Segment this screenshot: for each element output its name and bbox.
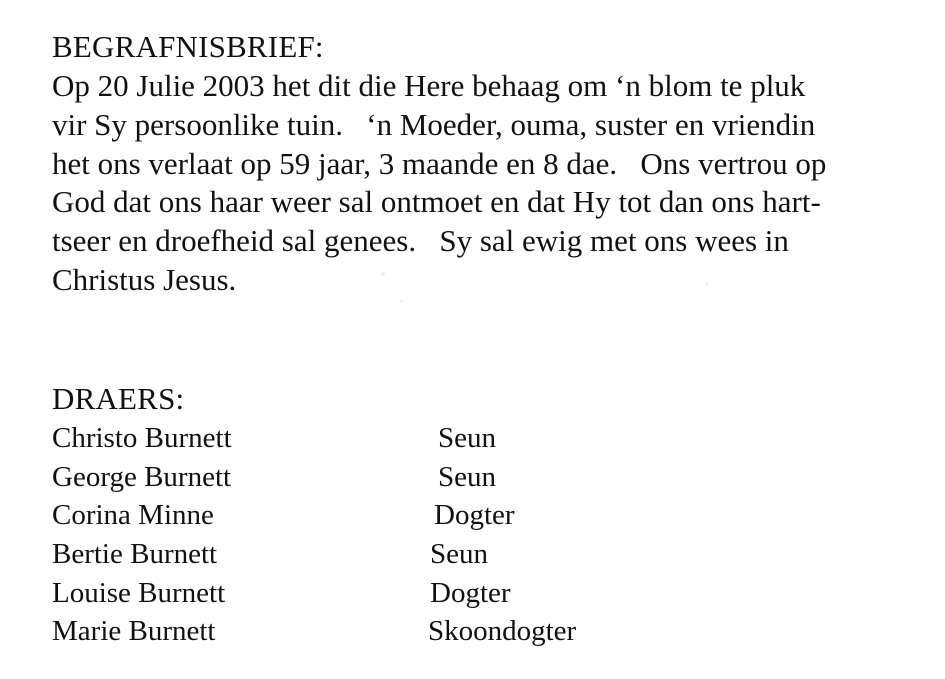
funeral-notice-body	[52, 67, 912, 300]
bearer-row	[52, 574, 672, 613]
bearer-name: Corina Minne	[52, 499, 214, 532]
bearer-name: Bertie Burnett	[52, 538, 218, 571]
notice-line: God dat ons haar weer sal ontmoet en dat Hy tot dan ons hart-	[52, 184, 821, 220]
bearer-name: Louise Burnett	[52, 576, 226, 609]
notice-line: vir Sy persoonlike tuin. ‘n Moeder, ouma, suster en vriendin	[52, 106, 816, 142]
scan-speck	[381, 272, 385, 276]
bearer-row	[52, 496, 672, 535]
scan-speck	[705, 283, 708, 286]
scan-speck	[400, 300, 403, 303]
bearer-relation: Seun	[438, 422, 496, 454]
notice-line: Christus Jesus.	[52, 261, 237, 297]
bearers-list	[52, 419, 672, 651]
bearer-relation: Seun	[438, 460, 496, 493]
bearer-name: Marie Burnett	[52, 615, 216, 648]
bearer-relation: Skoondogter	[428, 615, 577, 648]
funeral-notice-title: BEGRAFNISBRIEF:	[52, 29, 324, 64]
bearer-relation: Dogter	[430, 576, 511, 609]
bearer-row	[52, 612, 672, 651]
notice-line: tseer en droefheid sal genees. Sy sal ewig met ons wees in	[52, 223, 789, 259]
bearer-row	[52, 419, 672, 458]
notice-line: het ons verlaat op 59 jaar, 3 maande en 8 dae. Ons vertrou op	[52, 145, 827, 181]
bearer-row	[52, 535, 672, 574]
bearer-relation: Dogter	[434, 499, 515, 532]
bearer-name: George Burnett	[52, 460, 232, 493]
notice-line: Op 20 Julie 2003 het dit die Here behaag om ‘n blom te pluk	[52, 68, 806, 103]
bearers-title: DRAERS:	[52, 381, 185, 416]
bearer-row	[52, 458, 672, 497]
bearer-relation: Seun	[430, 538, 488, 571]
bearer-name: Christo Burnett	[52, 422, 232, 454]
